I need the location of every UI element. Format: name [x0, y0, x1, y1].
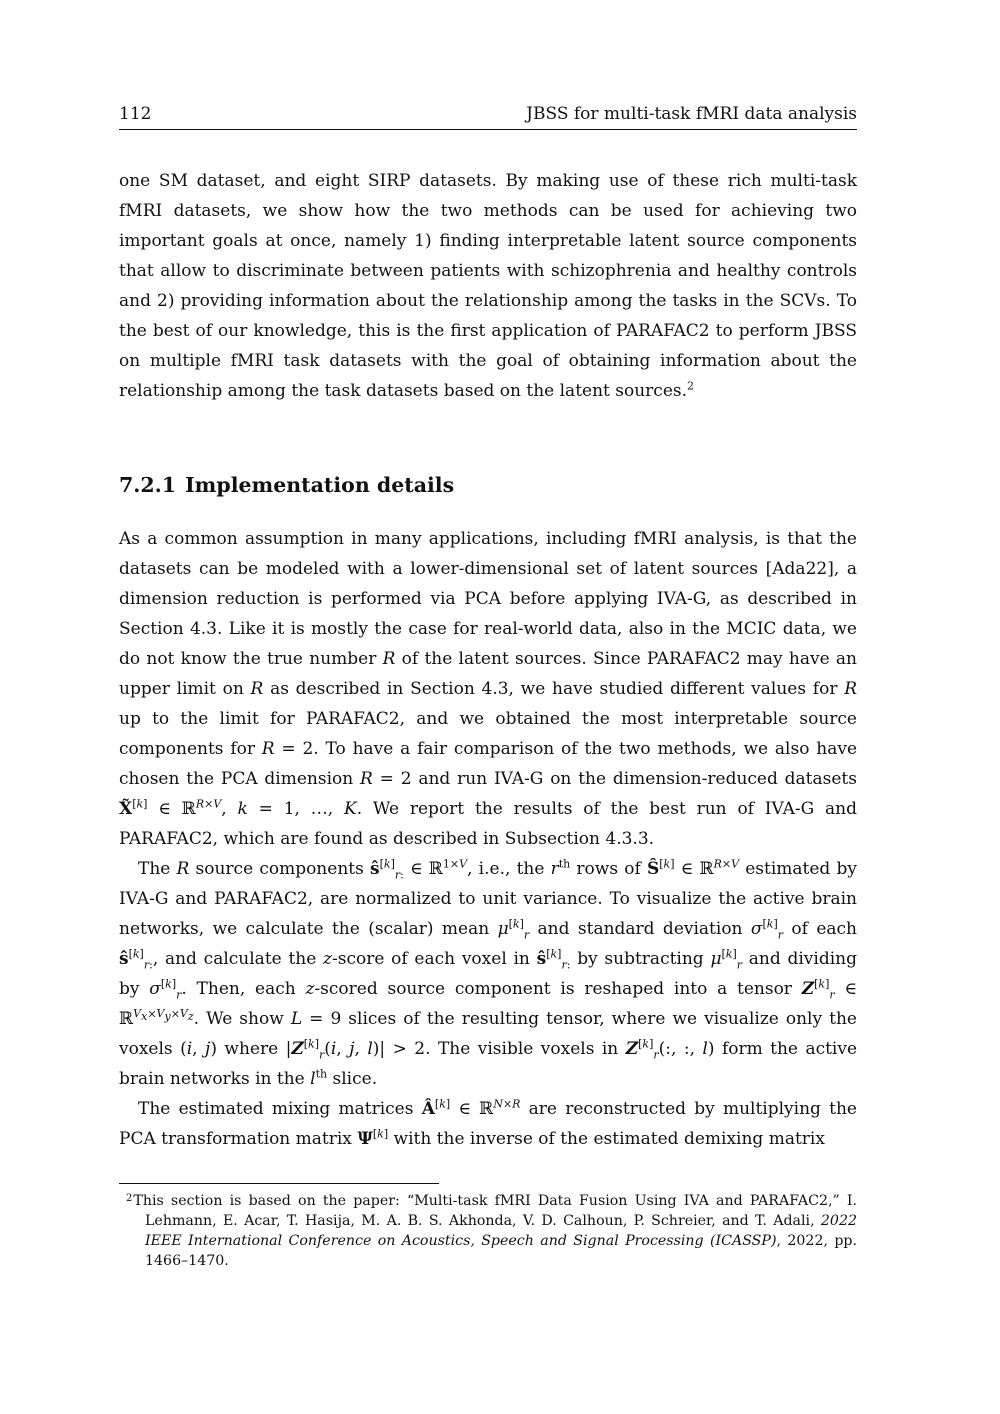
main-text	[119, 166, 857, 1154]
page-number: 112	[119, 104, 152, 124]
running-header	[119, 101, 857, 130]
text-run: -score of each voxel in	[332, 949, 537, 969]
text-run: and dividing by	[119, 949, 857, 999]
running-title: JBSS for multi-task fMRI data analysis	[526, 104, 857, 124]
text-run: of the latent sources. Since PARAFAC2 may have an upper limit on	[119, 649, 857, 699]
footnote-area	[119, 1183, 857, 1271]
text-run: by subtracting	[570, 949, 711, 969]
text-run: , i.e., the	[467, 859, 551, 879]
text-run: . To have a fair comparison of the two methods, we also have chosen the PCA dimension	[119, 739, 858, 789]
footnote	[119, 1189, 857, 1271]
text-run: form the active brain networks in the	[119, 1039, 858, 1089]
footnote-tail: , 2022, pp. 1466–1470.	[145, 1233, 858, 1269]
text-run: up to the limit for PARAFAC2, and we obtained the most interpretable source components for	[119, 709, 857, 759]
footnote-divider	[119, 1183, 439, 1184]
footnote-text: This section is based on the paper: “Multi-task fMRI Data Fusion Using IVA and PARAFAC2,” I. Lehmann, E. Acar, T. Hasija, M. A. B. S. Akhonda, V. D. Calhoun, P. Schreier, and T. Adali,	[133, 1193, 857, 1229]
text-run: . Then, each	[181, 979, 306, 999]
text-run: . The visible voxels in	[425, 1039, 626, 1059]
section-number: 7.2.1	[119, 473, 177, 497]
text-run: rows of	[570, 859, 647, 879]
paragraph-dimension-reduction: As a common assumption in many applications, including fMRI analysis, is that the datasets can be modeled with a lower-dimensional set of latent sources [Ada22], a dimension reduction is performed via PCA before applying IVA-G, as described in Section 4.3. Like it is mostly the case for real-world data, also in the MCIC data, we do not know the true number R of the latent sources. Since PARAFAC2 may have an upper limit on R as described in Section 4.3, we have studied different values for R up to the limit for PARAFAC2, and we obtained the most interpretable source components for R = 2. To have a fair comparison of the two methods, we also have chosen the PCA dimension R = 2 and run IVA-G on the dimension-reduced datasets X̃[k] ∈ ℝ$^{R\times V}$, k = 1, …, K. We report the results of the best run of IVA-G and PARAFAC2, which are found as described in Subsection 4.3.3.	[119, 529, 858, 849]
text-run: . We show	[193, 1009, 291, 1029]
text-run: and standard deviation	[529, 919, 751, 939]
intro-paragraph	[119, 166, 857, 406]
text-run: The	[138, 859, 177, 879]
text-run: . We report the results of the best run of IVA-G and PARAFAC2, which are found as described in Subsection 4.3.3.	[119, 799, 858, 849]
text-run: with the inverse of the estimated demixing matrix	[388, 1129, 825, 1149]
text-run: As a common assumption in many applications, including fMRI analysis, is that the datasets can be modeled with a lower-dimensional set of latent sources [Ada22], a dimension reduction is performed via PCA before applying IVA-G, as described in Section 4.3. Like it is mostly the case for real-world data, also in the MCIC data, we do not know the true number	[119, 529, 857, 669]
text-run: are reconstructed by multiplying the PCA transformation matrix	[119, 1099, 857, 1149]
intro-text: one SM dataset, and eight SIRP datasets. By making use of these rich multi-task fMRI datasets, we show how the two methods can be used for achieving two important goals at once, namely 1) finding interpretable latent source components that allow to discriminate between patients with schizophrenia and healthy controls and 2) providing information about the relationship among the tasks in the SCVs. To the best of our knowledge, this is the first application of PARAFAC2 to perform JBSS on multiple fMRI task datasets with the goal of obtaining information about the relationship among the task datasets based on the latent sources.	[119, 171, 857, 401]
text-run: , and calculate the	[152, 949, 324, 969]
text-run: -scored source component is reshaped into a tensor	[314, 979, 802, 999]
text-run: estimated by IVA-G and PARAFAC2, are normalized to unit variance. To visualize the active brain networks, we calculate the (scalar) mean	[119, 859, 857, 939]
footnote-mark: 2	[126, 1193, 133, 1204]
paragraph-mixing-matrices: The estimated mixing matrices Â[k] ∈ ℝ$^{N\times R}$ are reconstructed by multiplying the PCA transformation matrix Ψ[k] with the inverse of the estimated demixing matrix	[119, 1097, 857, 1149]
section-heading	[119, 470, 857, 500]
text-run: of each	[783, 919, 857, 939]
paragraph-source-components: The R source components $ŝ[k]_{r:}$ ∈ ℝ$^{1\times V}$, i.e., the $r^{th}$ rows of Ŝ[k] ∈ ℝ$^{R\times V}$ estimated by IVA-G and PARAFAC2, are normalized to unit variance. To visualize the active brain networks, we calculate the (scalar) mean $\mu[k]_r$ and standard deviation $\sigma[k]_r$ of each $ŝ[k]_{r:}$, and calculate the z-score of each voxel in $ŝ[k]_{r:}$ by subtracting $\mu[k]_r$ and dividing by $\sigma[k]_r$. Then, each z-scored source component is reshaped into a tensor $Z[k]_r$ ∈ ℝ$^{V_x\times V_y\times V_z}$. We show L = 9 slices of the resulting tensor, where we visualize only the voxels (i, j) where $|Z[k]_r(i$, j, l)| > 2. The visible voxels in $Z[k]_r$(:, :, l) form the active brain networks in the $l^{th}$ slice.	[119, 857, 858, 1089]
text-run: source components	[189, 859, 371, 879]
text-run: The estimated mixing matrices	[138, 1099, 422, 1119]
footnote-reference[interactable]: 2	[687, 379, 695, 393]
text-run: slices of the resulting tensor, where we visualize only the voxels	[119, 1009, 857, 1059]
footnote-venue: 2022 IEEE International Conference on Acoustics, Speech and Signal Processing (ICASSP)	[145, 1213, 857, 1249]
text-run: where	[216, 1039, 286, 1059]
text-run: and run IVA-G on the dimension-reduced datasets	[411, 769, 857, 789]
text-run: as described in Section 4.3, we have studied different values for	[263, 679, 845, 699]
text-run: slice.	[327, 1069, 378, 1089]
section-title: Implementation details	[185, 473, 455, 497]
